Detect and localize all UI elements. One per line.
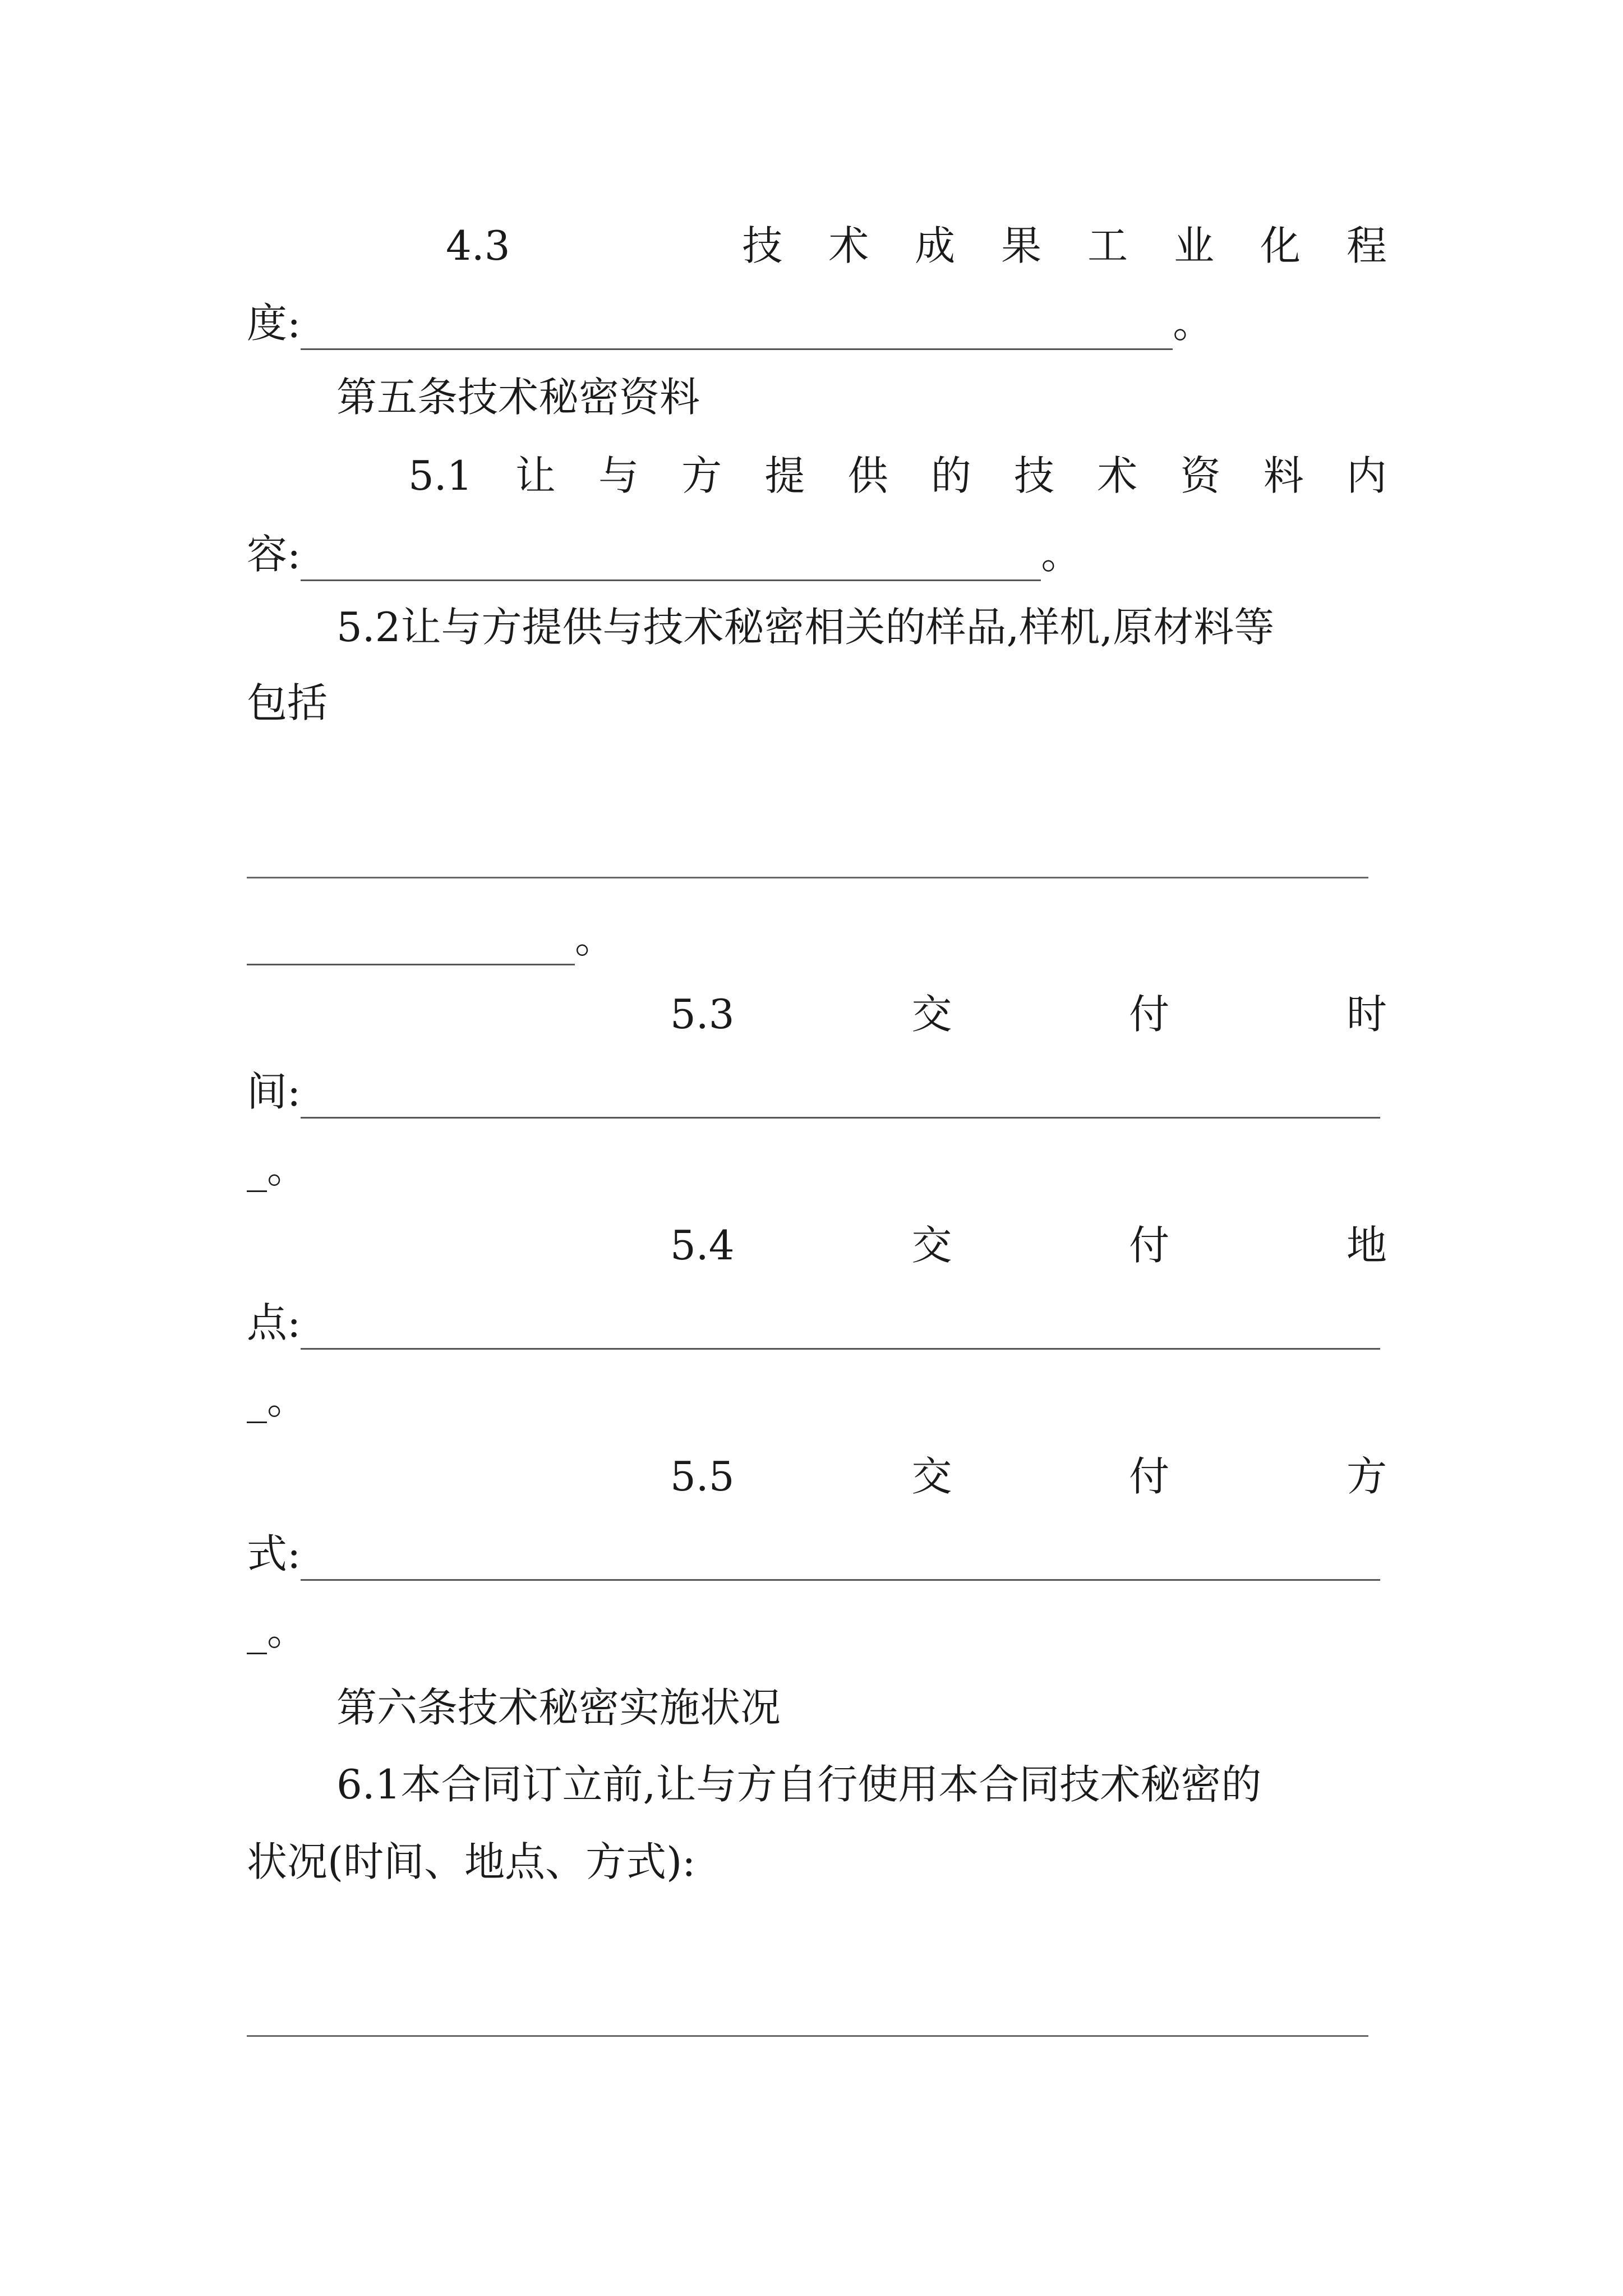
spread-char: 术: [828, 222, 869, 269]
spread-char: 方: [1346, 1453, 1387, 1500]
spread-char: 术: [1097, 452, 1138, 499]
blank-field[interactable]: [301, 305, 1173, 350]
blank-field[interactable]: [301, 1073, 1380, 1119]
clause-5-1-fill-line: [247, 527, 1081, 581]
clause-number: 4.3: [446, 222, 510, 269]
blank-field[interactable]: [301, 536, 1041, 581]
clause-4-3-line: [446, 219, 1387, 273]
blank-field[interactable]: [247, 920, 575, 965]
spread-char: 工: [1087, 222, 1128, 269]
clause-4-3-fill-line: [247, 296, 1213, 350]
clause-6-1-line2: 状况(时间、地点、方式):: [247, 1838, 696, 1885]
field-label: 容:: [247, 531, 301, 578]
spread-char: 技: [1014, 452, 1055, 499]
clause-number: 5.1: [408, 452, 473, 499]
spread-char: 果: [1001, 222, 1042, 269]
spread-char: 程: [1346, 222, 1387, 269]
clause-5-5-fill-line: [247, 1527, 1380, 1581]
spread-char: 让: [515, 452, 556, 499]
spread-char: 提: [764, 452, 805, 499]
spread-char: 化: [1260, 222, 1301, 269]
spread-char: 时: [1346, 991, 1387, 1038]
blank-field[interactable]: [301, 1304, 1380, 1350]
spread-char: 交: [911, 1453, 952, 1500]
spread-char: 地: [1346, 1222, 1387, 1269]
period: 。: [1173, 300, 1214, 347]
clause-5-5-end: _。: [247, 1607, 308, 1654]
clause-5-2-line2: 包括: [247, 679, 328, 726]
clause-number: 5.4: [670, 1222, 735, 1269]
article-6-title: 第六条技术秘密实施状况: [336, 1684, 781, 1731]
period: 。: [575, 915, 616, 962]
clause-5-4-fill-line: [247, 1296, 1380, 1350]
spread-char: 料: [1263, 452, 1304, 499]
clause-5-2-fill-line: [247, 912, 615, 965]
spread-char: 与: [598, 452, 639, 499]
spread-char: 技: [742, 222, 783, 269]
clause-5-3-end: _。: [247, 1145, 308, 1192]
clause-5-2-line1: 5.2让与方提供与技术秘密相关的样品,样机,原材料等: [336, 604, 1275, 651]
field-label: 点:: [247, 1299, 301, 1346]
spread-char: 交: [911, 991, 952, 1038]
field-label: 间:: [247, 1068, 301, 1115]
spread-char: 付: [1129, 1222, 1170, 1269]
spread-char: 付: [1129, 991, 1170, 1038]
blank-line[interactable]: [247, 877, 1368, 878]
spread-char: 内: [1346, 452, 1387, 499]
clause-5-3-fill-line: [247, 1065, 1380, 1119]
clause-number: 5.5: [670, 1453, 735, 1500]
clause-5-3-line: [670, 987, 1387, 1041]
period: 。: [1041, 531, 1082, 578]
clause-5-5-line: [670, 1450, 1387, 1503]
spread-char: 交: [911, 1222, 952, 1269]
spread-char: 业: [1174, 222, 1215, 269]
clause-5-1-line: [408, 449, 1387, 503]
spread-char: 资: [1180, 452, 1221, 499]
clause-number: 5.3: [670, 991, 735, 1038]
spread-char: 成: [915, 222, 956, 269]
spread-char: 付: [1129, 1453, 1170, 1500]
clause-5-4-end: _。: [247, 1376, 308, 1423]
spread-char: 方: [681, 452, 722, 499]
article-5-title: 第五条技术秘密资料: [336, 374, 700, 421]
field-label: 式:: [247, 1530, 301, 1577]
blank-field[interactable]: [301, 1535, 1380, 1581]
blank-line[interactable]: [247, 2035, 1368, 2037]
spread-char: 的: [930, 452, 971, 499]
spread-char: 供: [847, 452, 888, 499]
clause-6-1-line1: 6.1本合同订立前,让与方自行使用本合同技术秘密的: [336, 1761, 1262, 1808]
clause-5-4-line: [670, 1218, 1387, 1272]
field-label: 度:: [247, 300, 301, 347]
